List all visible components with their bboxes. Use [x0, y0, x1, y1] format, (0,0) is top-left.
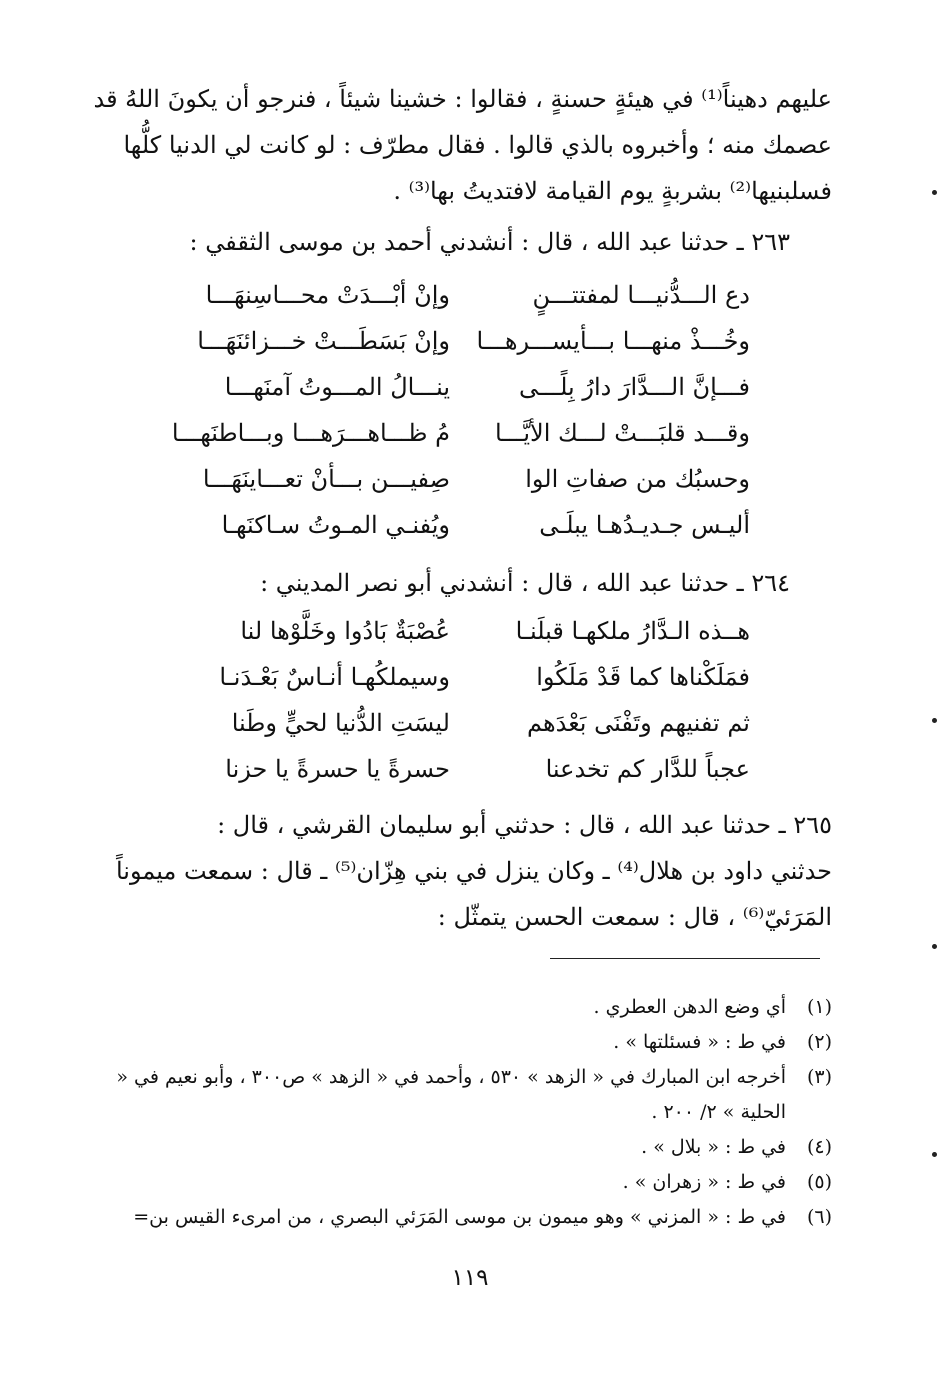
verse-first-hemistich: ثم تفنيهم وتَفْنَى بَعْدَهم — [526, 709, 750, 737]
verse-first-hemistich: دع الـــدُّنيـــا لمفتتـــنٍ — [532, 281, 750, 309]
footnotes — [112, 990, 832, 1235]
verse-second-hemistich: وإنْ أبْـــدَتْ محـــاسِنهَـــا — [205, 281, 450, 309]
footnote-number: (٦) — [806, 1206, 832, 1228]
paragraph-line: المَرَئيّ⁽⁶⁾ ، قال : سمعت الحسن يتمثّل : — [437, 903, 832, 931]
scan-speck — [932, 944, 937, 949]
footnote-number: (٢) — [806, 1031, 832, 1053]
verse-couplet — [171, 410, 750, 456]
verse-second-hemistich: وإنْ بَسَطَـــتْ خـــزائنَهَـــا — [197, 327, 450, 355]
verse-second-hemistich: وسيملكُهـا أنـاسٌ بَعْـدَنـا — [219, 663, 450, 691]
footnote-text: أي وضع الدهن العطري . — [593, 996, 786, 1018]
scan-speck — [932, 1152, 937, 1157]
footnote — [112, 1130, 832, 1165]
footnote-text: في ط : « المزني » وهو ميمون بن موسى المَرَئي البصري ، من امرىء القيس بن= — [133, 1206, 786, 1228]
verse-second-hemistich: حسرةً يا حسرةً يا حزنا — [225, 755, 450, 783]
verse-couplet — [190, 502, 750, 548]
footnote — [112, 1060, 832, 1130]
scan-speck — [932, 718, 937, 723]
section-265-paragraph — [115, 802, 832, 940]
footnote-number: (٥) — [806, 1171, 832, 1193]
footnote — [112, 1200, 832, 1235]
paragraph-line: عصمك منه ؛ وأخبروه بالذي قالوا . فقال مطرّف : لو كانت لي الدنيا كلُّها — [123, 131, 832, 159]
footnote-number: (٤) — [806, 1136, 832, 1158]
verse-second-hemistich: ليسَتِ الدُّنيا لحيٍّ وطَنا — [231, 709, 450, 737]
section-263-heading: ٢٦٣ ـ حدثنا عبد الله ، قال : أنشدني أحمد بن موسى الثقفي : — [189, 228, 790, 256]
verse-first-hemistich: أليـس جـديـدُهـا يبلَـى — [539, 511, 750, 539]
verse-couplet — [190, 318, 750, 364]
footnote-number: (٣) — [806, 1066, 832, 1088]
page-number: ١١٩ — [451, 1265, 489, 1291]
verse-couplet — [190, 700, 750, 746]
verse-first-hemistich: فـــإنَّ الـــدَّارَ دارُ بِلًـــى — [519, 373, 750, 401]
verse-couplet — [190, 272, 750, 318]
footnote-separator — [550, 958, 820, 959]
section-264-heading: ٢٦٤ ـ حدثنا عبد الله ، قال : أنشدني أبو نصر المديني : — [260, 569, 790, 597]
poem-264 — [190, 608, 750, 792]
footnote-text: في ط : « فسئلتها » . — [613, 1031, 786, 1053]
verse-first-hemistich: عجباً للدَّار كم تخدعنا — [545, 755, 750, 783]
verse-first-hemistich: فمَلَكْناها كما قَدْ مَلَكُوا — [536, 663, 750, 691]
poem-263 — [171, 272, 750, 548]
footnote-text: في ط : « بلال » . — [641, 1136, 786, 1158]
verse-second-hemistich: عُصْبَةٌ بَادُوا وخَلَّوْها لنا — [240, 617, 450, 645]
opening-paragraph — [93, 76, 832, 214]
verse-couplet — [190, 456, 750, 502]
verse-couplet — [190, 654, 750, 700]
paragraph-line: حدثني داود بن هلال⁽⁴⁾ ـ وكان ينزل في بني هِزّان⁽⁵⁾ ـ قال : سمعت ميموناً — [115, 857, 832, 885]
verse-second-hemistich: مُ ظـــاهـــرَهـــا وبـــاطنَهـــا — [171, 419, 450, 447]
footnote-text: أخرجه ابن المبارك في « الزهد » ٥٣٠ ، وأحمد في « الزهد » ص٣٠٠ ، وأبو نعيم في « الحلية » ٢/ ٢٠٠ . — [116, 1066, 786, 1123]
verse-first-hemistich: وقـــد قلبَـــتْ لـــك الأيَّـــا — [494, 419, 750, 447]
verse-first-hemistich: وخُـــذْ منهـــا بـــأيســـرهـــا — [476, 327, 750, 355]
footnote — [112, 990, 832, 1025]
verse-couplet — [190, 364, 750, 410]
paragraph-line: عليهم دهيناً⁽¹⁾ في هيئةٍ حسنةٍ ، فقالوا : خشينا شيئاً ، فنرجو أن يكونَ اللهُ قد — [93, 85, 832, 113]
footnote — [112, 1165, 832, 1200]
verse-second-hemistich: صِفيـــن بـــأنْ تعـــاينَهَـــا — [202, 465, 450, 493]
verse-couplet — [190, 746, 750, 792]
verse-second-hemistich: ينـــالُ المـــوتُ آمنَهـــا — [224, 373, 450, 401]
footnote — [112, 1025, 832, 1060]
verse-first-hemistich: وحسبُك من صفاتِ الوا — [525, 465, 750, 493]
paragraph-line: فسلبنيها⁽²⁾ بشربةٍ يوم القيامة لافتديتُ بها⁽³⁾ . — [393, 177, 832, 205]
footnote-text: في ط : « زهران » . — [622, 1171, 786, 1193]
verse-couplet — [190, 608, 750, 654]
footnote-number: (١) — [806, 996, 832, 1018]
verse-first-hemistich: هــذه الـدَّارُ ملكهـا قبلَنـا — [515, 617, 750, 645]
scan-speck — [932, 190, 937, 195]
verse-second-hemistich: ويُفنـي المـوتُ سـاكنَهـا — [221, 511, 450, 539]
paragraph-line: ٢٦٥ ـ حدثنا عبد الله ، قال : حدثني أبو سليمان القرشي ، قال : — [217, 811, 832, 839]
